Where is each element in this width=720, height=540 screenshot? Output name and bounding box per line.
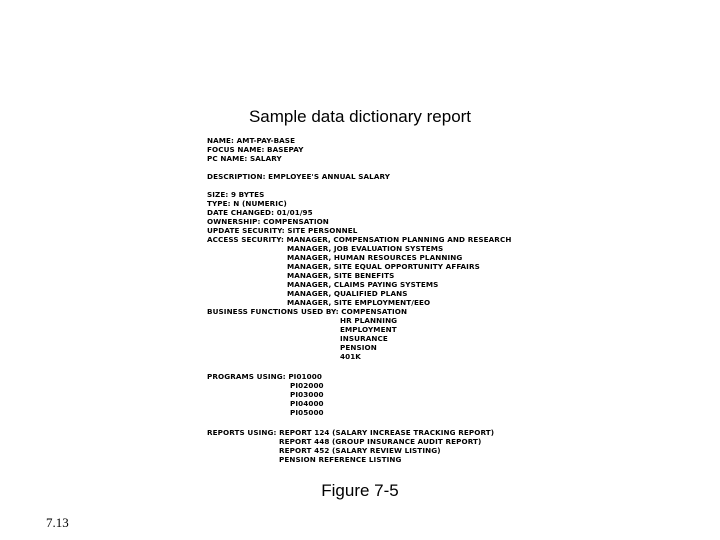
program-line: PI02000: [290, 381, 324, 390]
field-name: NAME: AMT-PAY-BASE: [207, 136, 296, 145]
slide-title: Sample data dictionary report: [248, 107, 472, 126]
report-line: REPORT 448 (GROUP INSURANCE AUDIT REPORT): [279, 437, 482, 446]
field-ownership: OWNERSHIP: COMPENSATION: [207, 217, 329, 226]
field-pc-name: PC NAME: SALARY: [207, 154, 282, 163]
program-line: PI03000: [290, 390, 324, 399]
business-function-line: EMPLOYMENT: [340, 325, 397, 334]
field-focus-name: FOCUS NAME: BASEPAY: [207, 145, 304, 154]
business-function-line: PENSION: [340, 343, 377, 352]
business-function-line: BUSINESS FUNCTIONS USED BY: COMPENSATION: [207, 307, 408, 316]
report-line: REPORT 452 (SALARY REVIEW LISTING): [279, 446, 441, 455]
report-line: PENSION REFERENCE LISTING: [279, 455, 402, 464]
figure-caption: Figure 7-5: [321, 481, 399, 500]
program-line: PI05000: [290, 408, 324, 417]
business-function-line: 401K: [340, 352, 361, 361]
access-security-line: MANAGER, JOB EVALUATION SYSTEMS: [287, 244, 444, 253]
page-number: 7.13: [46, 515, 69, 530]
access-security-line: MANAGER, SITE BENEFITS: [287, 271, 395, 280]
access-security-line: ACCESS SECURITY: MANAGER, COMPENSATION PLANNING AND RESEARCH: [207, 235, 512, 244]
access-security-line: MANAGER, HUMAN RESOURCES PLANNING: [287, 253, 463, 262]
access-security-line: MANAGER, SITE EQUAL OPPORTUNITY AFFAIRS: [287, 262, 480, 271]
program-line: PI04000: [290, 399, 324, 408]
field-date-changed: DATE CHANGED: 01/01/95: [207, 208, 313, 217]
field-update-security: UPDATE SECURITY: SITE PERSONNEL: [207, 226, 358, 235]
field-size: SIZE: 9 BYTES: [207, 190, 265, 199]
access-security-line: MANAGER, QUALIFIED PLANS: [287, 289, 408, 298]
report-line: REPORTS USING: REPORT 124 (SALARY INCREASE TRACKING REPORT): [207, 428, 495, 437]
access-security-line: MANAGER, CLAIMS PAYING SYSTEMS: [287, 280, 439, 289]
business-function-line: INSURANCE: [340, 334, 388, 343]
program-line: PROGRAMS USING: PI01000: [207, 372, 322, 381]
data-dictionary-report: [207, 136, 527, 464]
access-security-line: MANAGER, SITE EMPLOYMENT/EEO: [287, 298, 431, 307]
field-type: TYPE: N (NUMERIC): [207, 199, 287, 208]
business-function-line: HR PLANNING: [340, 316, 398, 325]
field-description: DESCRIPTION: EMPLOYEE'S ANNUAL SALARY: [207, 172, 391, 181]
